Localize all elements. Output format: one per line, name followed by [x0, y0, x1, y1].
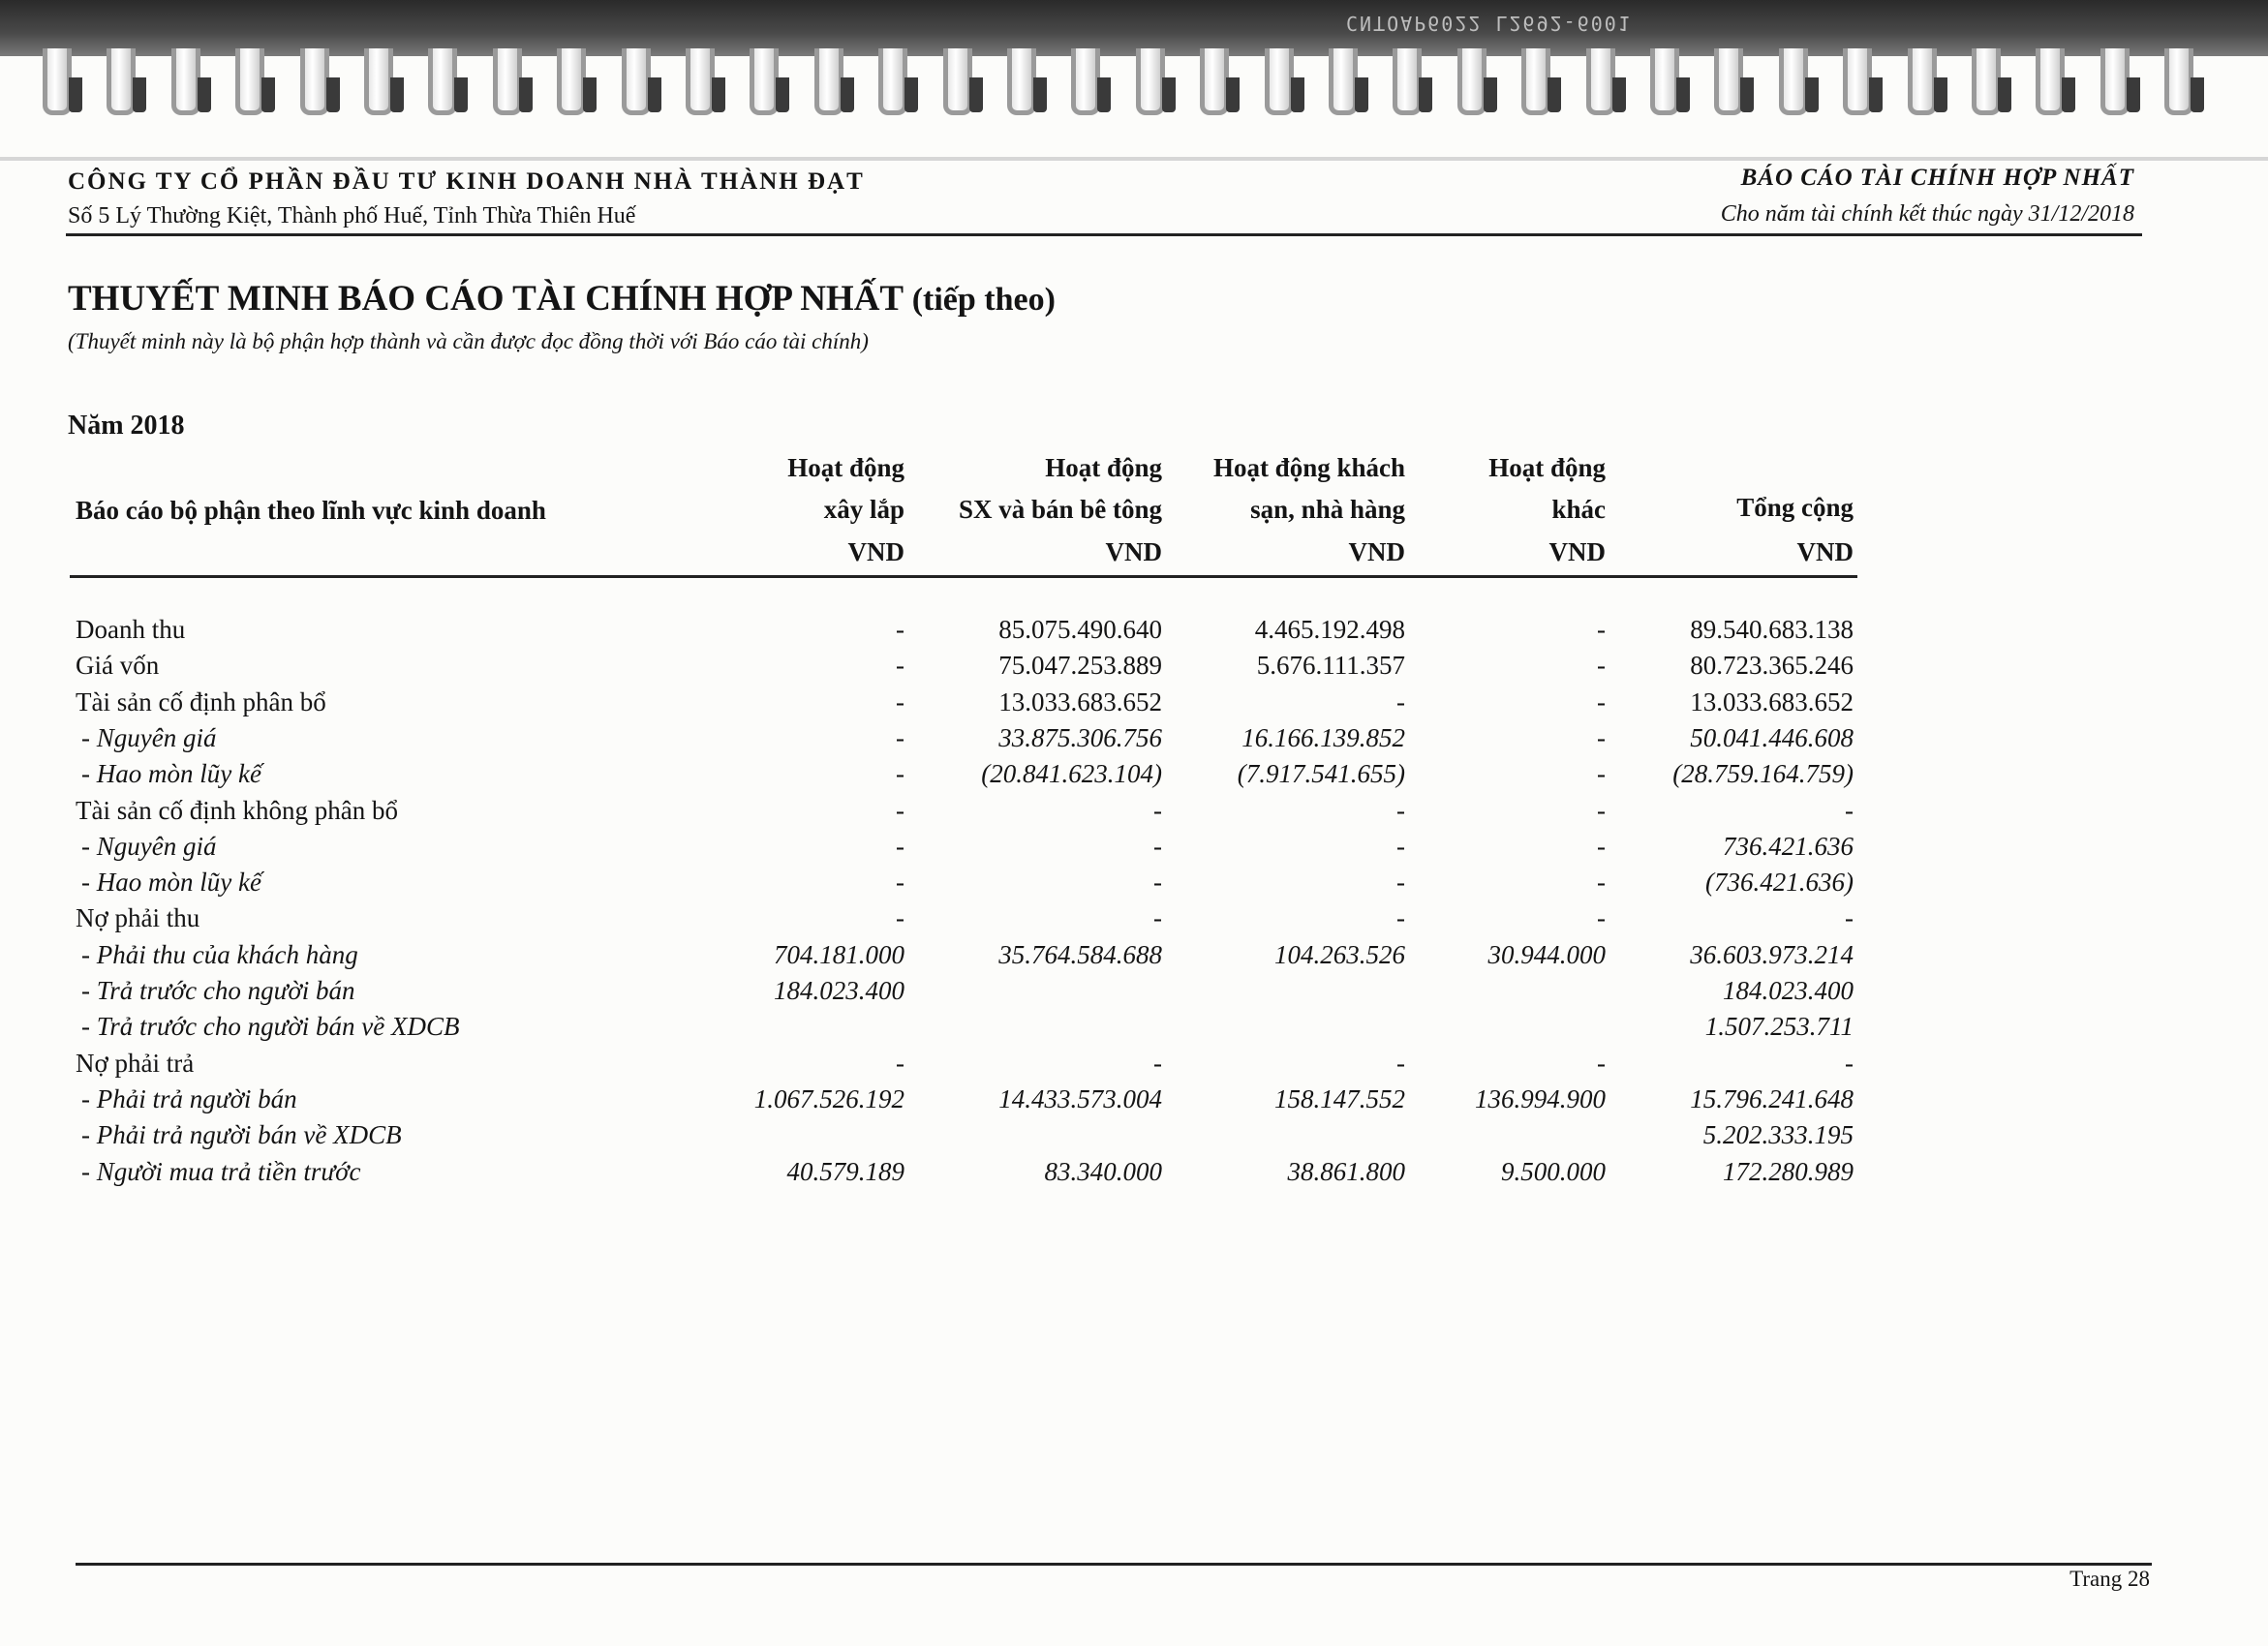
binding-ring: [750, 48, 779, 115]
company-header: [68, 168, 865, 229]
table-row: [0, 615, 2268, 651]
binding-ring: [2036, 48, 2065, 115]
table-row: [0, 832, 2268, 868]
report-header: [1721, 165, 2134, 228]
row-label: Giá vốn: [76, 651, 160, 681]
row-value: 15.796.241.648: [1690, 1083, 1854, 1113]
row-value: -: [1597, 868, 1606, 898]
binding-ring: [43, 48, 72, 115]
row-label: - Trả trước cho người bán: [81, 976, 355, 1005]
row-value: 36.603.973.214: [1690, 939, 1854, 969]
col-header-line2: sạn, nhà hàng: [1250, 495, 1405, 524]
binding-ring: [1650, 48, 1679, 115]
row-value: 184.023.400: [774, 976, 904, 1005]
row-value: 30.944.000: [1487, 939, 1606, 969]
col-header-line1: Hoạt động: [1045, 453, 1162, 482]
col-unit: VND: [1548, 537, 1606, 566]
row-value: 85.075.490.640: [998, 615, 1162, 644]
col-header-line2: khác: [1551, 495, 1606, 524]
row-value: -: [896, 686, 904, 716]
row-value: -: [1396, 1048, 1405, 1078]
row-value: (20.841.623.104): [981, 759, 1162, 789]
binding-ring: [493, 48, 522, 115]
col-header-line2: SX và bán bê tông: [958, 495, 1162, 524]
row-value: 38.861.800: [1287, 1156, 1405, 1186]
col-unit: VND: [847, 537, 904, 566]
row-value: -: [1153, 903, 1162, 933]
row-value: 14.433.573.004: [998, 1083, 1162, 1113]
binding-ring: [1393, 48, 1422, 115]
row-value: 33.875.306.756: [998, 722, 1162, 752]
row-value: 184.023.400: [1723, 976, 1854, 1005]
col-other-header: [1488, 447, 1606, 531]
row-value: -: [1597, 1048, 1606, 1078]
report-name: BÁO CÁO TÀI CHÍNH HỢP NHẤT: [1740, 165, 2134, 191]
row-value: -: [896, 615, 904, 644]
binding-ring: [171, 48, 200, 115]
row-value: 736.421.636: [1723, 831, 1854, 861]
row-value: 158.147.552: [1274, 1083, 1405, 1113]
row-value: -: [1396, 795, 1405, 825]
row-value: -: [896, 831, 904, 861]
binding-ring: [1586, 48, 1615, 115]
table-row: [0, 687, 2268, 723]
table-row: [0, 1120, 2268, 1156]
row-value: -: [896, 722, 904, 752]
binding-ring: [1972, 48, 2001, 115]
row-label: Tài sản cố định không phân bổ: [76, 795, 398, 825]
row-value: -: [1153, 1048, 1162, 1078]
spiral-binding: [0, 48, 2268, 118]
row-value: 172.280.989: [1723, 1156, 1854, 1186]
binding-ring: [1329, 48, 1358, 115]
row-value: 104.263.526: [1274, 939, 1405, 969]
row-value: 89.540.683.138: [1690, 615, 1854, 644]
table-row: [0, 651, 2268, 686]
col-header-line2: Tổng cộng: [1736, 493, 1854, 522]
row-value: -: [1153, 831, 1162, 861]
company-name: CÔNG TY CỔ PHẦN ĐẦU TƯ KINH DOANH NHÀ THÀNH ĐẠT: [68, 168, 865, 195]
row-value: -: [1396, 686, 1405, 716]
row-value: 5.676.111.357: [1256, 651, 1405, 681]
page-title: [68, 278, 1056, 320]
row-value: 9.500.000: [1501, 1156, 1606, 1186]
table-row: [0, 796, 2268, 832]
row-value: 75.047.253.889: [998, 651, 1162, 681]
row-value: -: [1396, 831, 1405, 861]
row-value: 4.465.192.498: [1254, 615, 1405, 644]
table-row: [0, 903, 2268, 939]
row-label: - Hao mòn lũy kế: [81, 868, 261, 898]
row-label: Nợ phải trả: [76, 1048, 195, 1078]
binding-ring: [235, 48, 264, 115]
col-header-line1: Hoạt động khách: [1212, 453, 1405, 482]
binding-ring: [1007, 48, 1036, 115]
section-year: Năm 2018: [68, 411, 185, 441]
binding-ring: [1843, 48, 1872, 115]
col-total-header: [1736, 487, 1854, 529]
table-header-divider: [70, 575, 1857, 578]
row-value: 35.764.584.688: [998, 939, 1162, 969]
row-value: 704.181.000: [774, 939, 904, 969]
row-label: - Trả trước cho người bán về XDCB: [81, 1012, 460, 1042]
company-address: Số 5 Lý Thường Kiệt, Thành phố Huế, Tỉnh Thừa Thiên Huế: [68, 203, 636, 229]
row-label: - Phải trả người bán về XDCB: [81, 1120, 402, 1150]
row-value: -: [896, 1048, 904, 1078]
row-value: 1.067.526.192: [753, 1083, 904, 1113]
table-row: [0, 1084, 2268, 1120]
row-value: 16.166.139.852: [1241, 722, 1405, 752]
row-value: 40.579.189: [786, 1156, 904, 1186]
row-value: 50.041.446.608: [1690, 722, 1854, 752]
table-row: [0, 1049, 2268, 1084]
binding-ring: [428, 48, 457, 115]
binding-ring: [2100, 48, 2130, 115]
row-label: - Người mua trả tiền trước: [81, 1156, 361, 1186]
row-value: -: [1153, 868, 1162, 898]
row-value: -: [1845, 795, 1854, 825]
row-value: -: [896, 903, 904, 933]
row-value: 83.340.000: [1044, 1156, 1162, 1186]
row-label: Tài sản cố định phân bổ: [76, 686, 326, 716]
col-header-line1: Hoạt động: [1488, 453, 1606, 482]
binding-ring: [364, 48, 393, 115]
row-label: - Phải thu của khách hàng: [81, 939, 358, 969]
binding-ring: [1457, 48, 1486, 115]
row-value: -: [1597, 615, 1606, 644]
binding-ring: [1136, 48, 1165, 115]
row-value: -: [1597, 831, 1606, 861]
page-title-suffix: (tiếp theo): [911, 282, 1056, 318]
binding-ring: [107, 48, 136, 115]
row-label: Doanh thu: [76, 615, 186, 644]
col-hotel-header: [1213, 447, 1405, 531]
binding-ring: [943, 48, 972, 115]
binding-ring: [686, 48, 715, 115]
row-header-label: Báo cáo bộ phận theo lĩnh vực kinh doanh: [76, 496, 546, 525]
table-row: [0, 1012, 2268, 1048]
table-row: [0, 1157, 2268, 1193]
col-header-line2: xây lắp: [823, 495, 904, 524]
page-number: Trang 28: [2069, 1567, 2150, 1591]
row-value: 5.202.333.195: [1702, 1120, 1854, 1150]
binding-ring: [1521, 48, 1550, 115]
row-value: -: [1597, 795, 1606, 825]
col-construction-header: [787, 447, 904, 531]
binding-ring: [622, 48, 651, 115]
scan-code: CNTOAP6022 L2692-6001: [1346, 12, 1632, 35]
table-row: [0, 868, 2268, 903]
row-value: 13.033.683.652: [1690, 686, 1854, 716]
row-label: - Nguyên giá: [81, 831, 217, 861]
row-label: - Hao mòn lũy kế: [81, 759, 261, 789]
row-value: 13.033.683.652: [998, 686, 1162, 716]
row-value: -: [896, 651, 904, 681]
table-row: [0, 723, 2268, 759]
col-unit: VND: [1105, 537, 1162, 566]
row-value: -: [1396, 903, 1405, 933]
col-header-line1: Hoạt động: [787, 453, 904, 482]
page-title-main: THUYẾT MINH BÁO CÁO TÀI CHÍNH HỢP NHẤT: [68, 279, 904, 319]
row-value: -: [896, 868, 904, 898]
binding-ring: [878, 48, 907, 115]
row-value: -: [1597, 651, 1606, 681]
row-value: -: [1597, 686, 1606, 716]
row-label: - Nguyên giá: [81, 722, 217, 752]
binding-ring: [300, 48, 329, 115]
binding-ring: [1779, 48, 1808, 115]
row-label: Nợ phải thu: [76, 903, 200, 933]
table-row: [0, 940, 2268, 976]
row-value: -: [1597, 903, 1606, 933]
row-value: -: [1153, 795, 1162, 825]
report-period: Cho năm tài chính kết thúc ngày 31/12/2018: [1720, 201, 2134, 227]
row-value: -: [896, 759, 904, 789]
row-value: 80.723.365.246: [1690, 651, 1854, 681]
row-value: (736.421.636): [1705, 868, 1854, 898]
row-value: 1.507.253.711: [1704, 1012, 1854, 1042]
binding-ring: [557, 48, 586, 115]
row-value: -: [1845, 1048, 1854, 1078]
table-row: [0, 759, 2268, 795]
binding-ring: [1071, 48, 1100, 115]
col-unit: VND: [1796, 537, 1854, 566]
page-note: (Thuyết minh này là bộ phận hợp thành và cần được đọc đồng thời với Báo cáo tài chính): [68, 329, 869, 353]
binding-ring: [1265, 48, 1294, 115]
row-value: -: [1396, 868, 1405, 898]
row-value: -: [1845, 903, 1854, 933]
binding-base: [0, 157, 2268, 161]
row-value: 136.994.900: [1475, 1083, 1606, 1113]
header-divider: [66, 233, 2142, 236]
row-value: -: [1597, 759, 1606, 789]
binding-ring: [1908, 48, 1937, 115]
row-value: -: [896, 795, 904, 825]
row-value: -: [1597, 722, 1606, 752]
row-value: (28.759.164.759): [1672, 759, 1854, 789]
table-row: [0, 976, 2268, 1012]
binding-ring: [2164, 48, 2193, 115]
binding-ring: [1714, 48, 1743, 115]
col-unit: VND: [1348, 537, 1405, 566]
binding-ring: [814, 48, 843, 115]
col-concrete-header: [959, 447, 1162, 531]
row-value: (7.917.541.655): [1237, 759, 1405, 789]
row-label: - Phải trả người bán: [81, 1083, 297, 1113]
binding-ring: [1200, 48, 1229, 115]
footer-divider: [76, 1563, 2152, 1566]
